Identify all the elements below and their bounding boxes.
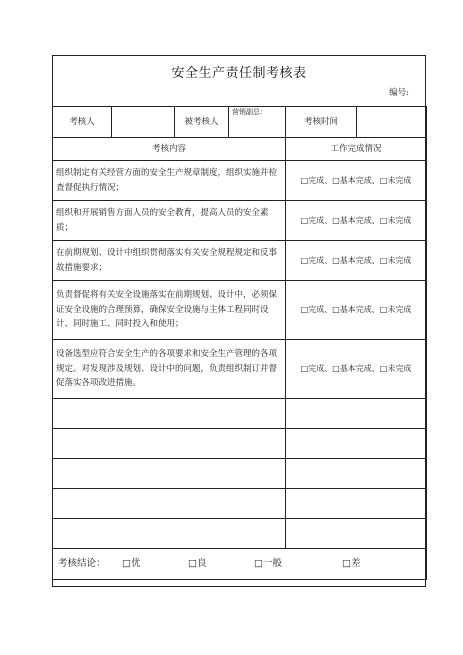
blank-content-cell[interactable] — [53, 519, 286, 549]
blank-content-cell[interactable] — [53, 429, 286, 459]
form-title: 安全生产责任制考核表 — [171, 66, 307, 81]
conclusion-cell — [53, 549, 427, 580]
blank-row — [53, 489, 427, 519]
assessor-field[interactable] — [112, 107, 175, 138]
assessment-table — [52, 106, 427, 580]
item-status[interactable]: □完成、□基本完成、□未完成 — [286, 201, 427, 241]
item-status[interactable]: □完成、□基本完成、□未完成 — [286, 281, 427, 340]
item-content: 组织和开展销售方面人员的安全教育，提高人员的安全素质； — [53, 201, 286, 241]
item-content: 组织制定有关经营方面的安全生产规章制度，组织实施并检查督促执行情况； — [53, 161, 286, 201]
table-row — [53, 161, 427, 201]
item-content: 在前期规划、设计中组织贯彻落实有关安全规程规定和反事故措施要求； — [53, 241, 286, 281]
meta-row — [53, 107, 427, 138]
assessee-field[interactable]: 营销副总： — [229, 107, 286, 138]
blank-row — [53, 519, 427, 549]
assessment-time-label: 考核时间 — [286, 107, 357, 138]
blank-status-cell[interactable] — [286, 489, 427, 519]
header-row — [53, 138, 427, 161]
item-content: 设备选型应符合安全生产的各项要求和安全生产管理的各项规定。对发现涉及规划、设计中的问题，负责组织制订并督促落实各项改进措施。 — [53, 340, 286, 399]
table-row — [53, 281, 427, 340]
blank-row — [53, 459, 427, 489]
option-excellent-checkbox[interactable]: □优 — [122, 557, 141, 569]
blank-status-cell[interactable] — [286, 399, 427, 429]
conclusion-row — [53, 549, 427, 580]
conclusion-label: 考核结论： — [58, 557, 106, 569]
content-column-header: 考核内容 — [53, 138, 286, 161]
serial-number-label: 编号: — [389, 88, 409, 98]
assessment-form — [52, 55, 426, 587]
item-status[interactable]: □完成、□基本完成、□未完成 — [286, 161, 427, 201]
blank-content-cell[interactable] — [53, 399, 286, 429]
assessment-time-field[interactable] — [357, 107, 427, 138]
option-poor-checkbox[interactable]: □差 — [342, 557, 361, 569]
blank-content-cell[interactable] — [53, 489, 286, 519]
item-status[interactable]: □完成、□基本完成、□未完成 — [286, 241, 427, 281]
assessor-label: 考核人 — [53, 107, 112, 138]
conclusion-options — [56, 556, 423, 572]
table-row — [53, 340, 427, 399]
table-row — [53, 241, 427, 281]
blank-status-cell[interactable] — [286, 459, 427, 489]
blank-content-cell[interactable] — [53, 459, 286, 489]
blank-status-cell[interactable] — [286, 519, 427, 549]
blank-row — [53, 429, 427, 459]
assessee-label: 被考核人 — [175, 107, 229, 138]
table-row — [53, 201, 427, 241]
item-content: 负责督促将有关安全设施落实在前期规划、设计中，必须保证安全设施的合理预算，确保安全设施与主体工程同时设计、同时施工、同时投入和使用； — [53, 281, 286, 340]
blank-status-cell[interactable] — [286, 429, 427, 459]
blank-row — [53, 399, 427, 429]
option-fair-checkbox[interactable]: □一般 — [254, 557, 282, 569]
option-good-checkbox[interactable]: □良 — [188, 557, 207, 569]
status-column-header: 工作完成情况 — [286, 138, 427, 161]
item-status[interactable]: □完成、□基本完成、□未完成 — [286, 340, 427, 399]
